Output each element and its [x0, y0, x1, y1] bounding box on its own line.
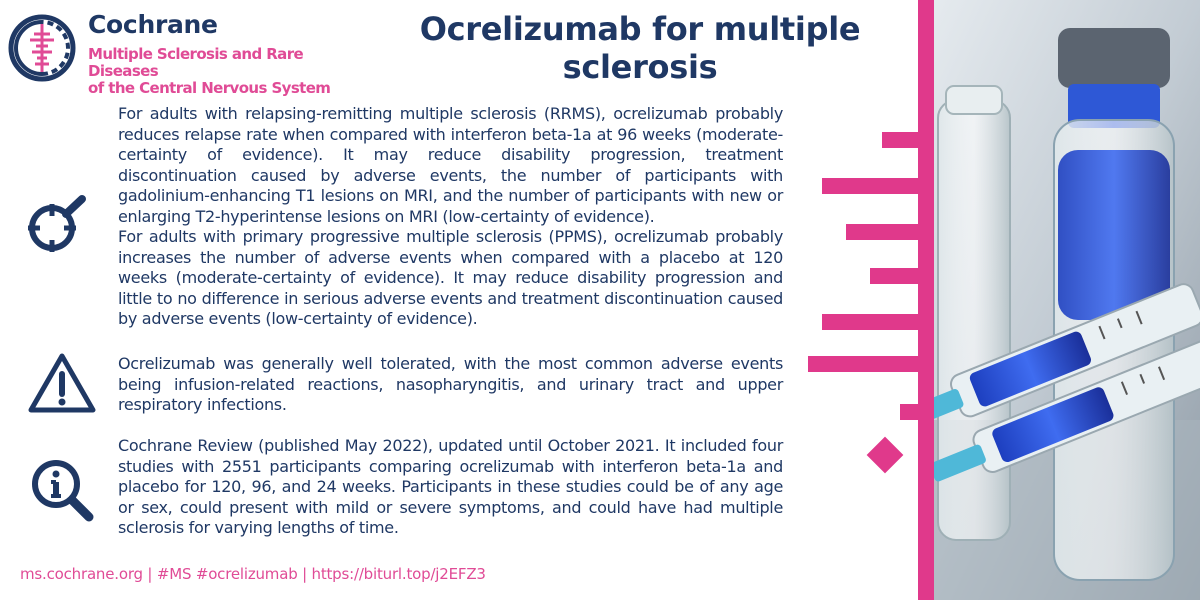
review-details — [118, 436, 783, 539]
footer-links: ms.cochrane.org | #MS #ocrelizumab | https://biturl.top/j2EFZ3 — [20, 565, 486, 583]
page-title: Ocrelizumab for multiple sclerosis — [419, 10, 861, 86]
warning-icon — [28, 352, 96, 414]
decor-bar-3 — [846, 224, 918, 240]
decor-bar-4 — [870, 268, 918, 284]
decor-bar-7 — [900, 404, 918, 420]
adverse-events-summary — [118, 354, 783, 416]
logo-subtitle-line1: Multiple Sclerosis and Rare Diseases — [88, 45, 304, 80]
logo-subtitle — [88, 46, 348, 97]
cochrane-logo-icon — [8, 14, 76, 82]
photo-illustration — [918, 0, 1200, 600]
vial-syringe-photo — [918, 0, 1200, 600]
decor-bar-6 — [808, 356, 918, 372]
cochrane-logo — [8, 10, 348, 97]
blue-vial-cap — [1058, 28, 1170, 88]
decor-bar-2 — [822, 178, 918, 194]
decor-bar-1 — [882, 132, 918, 148]
logo-name: Cochrane — [88, 10, 218, 39]
ppms-paragraph: For adults with primary progressive multiple sclerosis (PPMS), ocrelizumab probably increases the number of adverse events when compared with a placebo at 120 weeks (moderate-certainty of evidence). It may reduce disability progression and little to no difference in serious adverse events and treatment discontinuation caused by adverse events (low-certainty of evidence). — [118, 227, 783, 328]
target-search-icon — [26, 194, 90, 258]
review-details-paragraph: Cochrane Review (published May 2022), updated until October 2021. It included four studies with 2551 participants comparing ocrelizumab with interferon beta-1a and placebo for 120, 96, and 24 weeks. Participants in these studies could be of any age or sex, could present with mild or severe symptoms, and could have had multiple sclerosis for varying lengths of time. — [118, 436, 783, 537]
rrms-ppms-summary — [118, 104, 783, 330]
decor-diamond — [867, 437, 904, 474]
info-search-icon — [30, 458, 94, 522]
adverse-events-paragraph: Ocrelizumab was generally well tolerated, with the most common adverse events being infusion-related reactions, nasopharyngitis, and urinary tract and upper respiratory infections. — [118, 354, 783, 414]
logo-subtitle-line2: of the Central Nervous System — [88, 79, 331, 97]
decor-bar-5 — [822, 314, 918, 330]
rrms-paragraph: For adults with relapsing-remitting multiple sclerosis (RRMS), ocrelizumab probably reduces relapse rate when compared with interferon beta-1a at 96 weeks (moderate-certainty of evidence). It may reduce disability progression, treatment discontinuation caused by adverse events, the number of participants with gadolinium-enhancing T1 lesions on MRI, and the number of participants with new or enlarging T2-hyperintense lesions on MRI (low-certainty of evidence). — [118, 104, 783, 226]
